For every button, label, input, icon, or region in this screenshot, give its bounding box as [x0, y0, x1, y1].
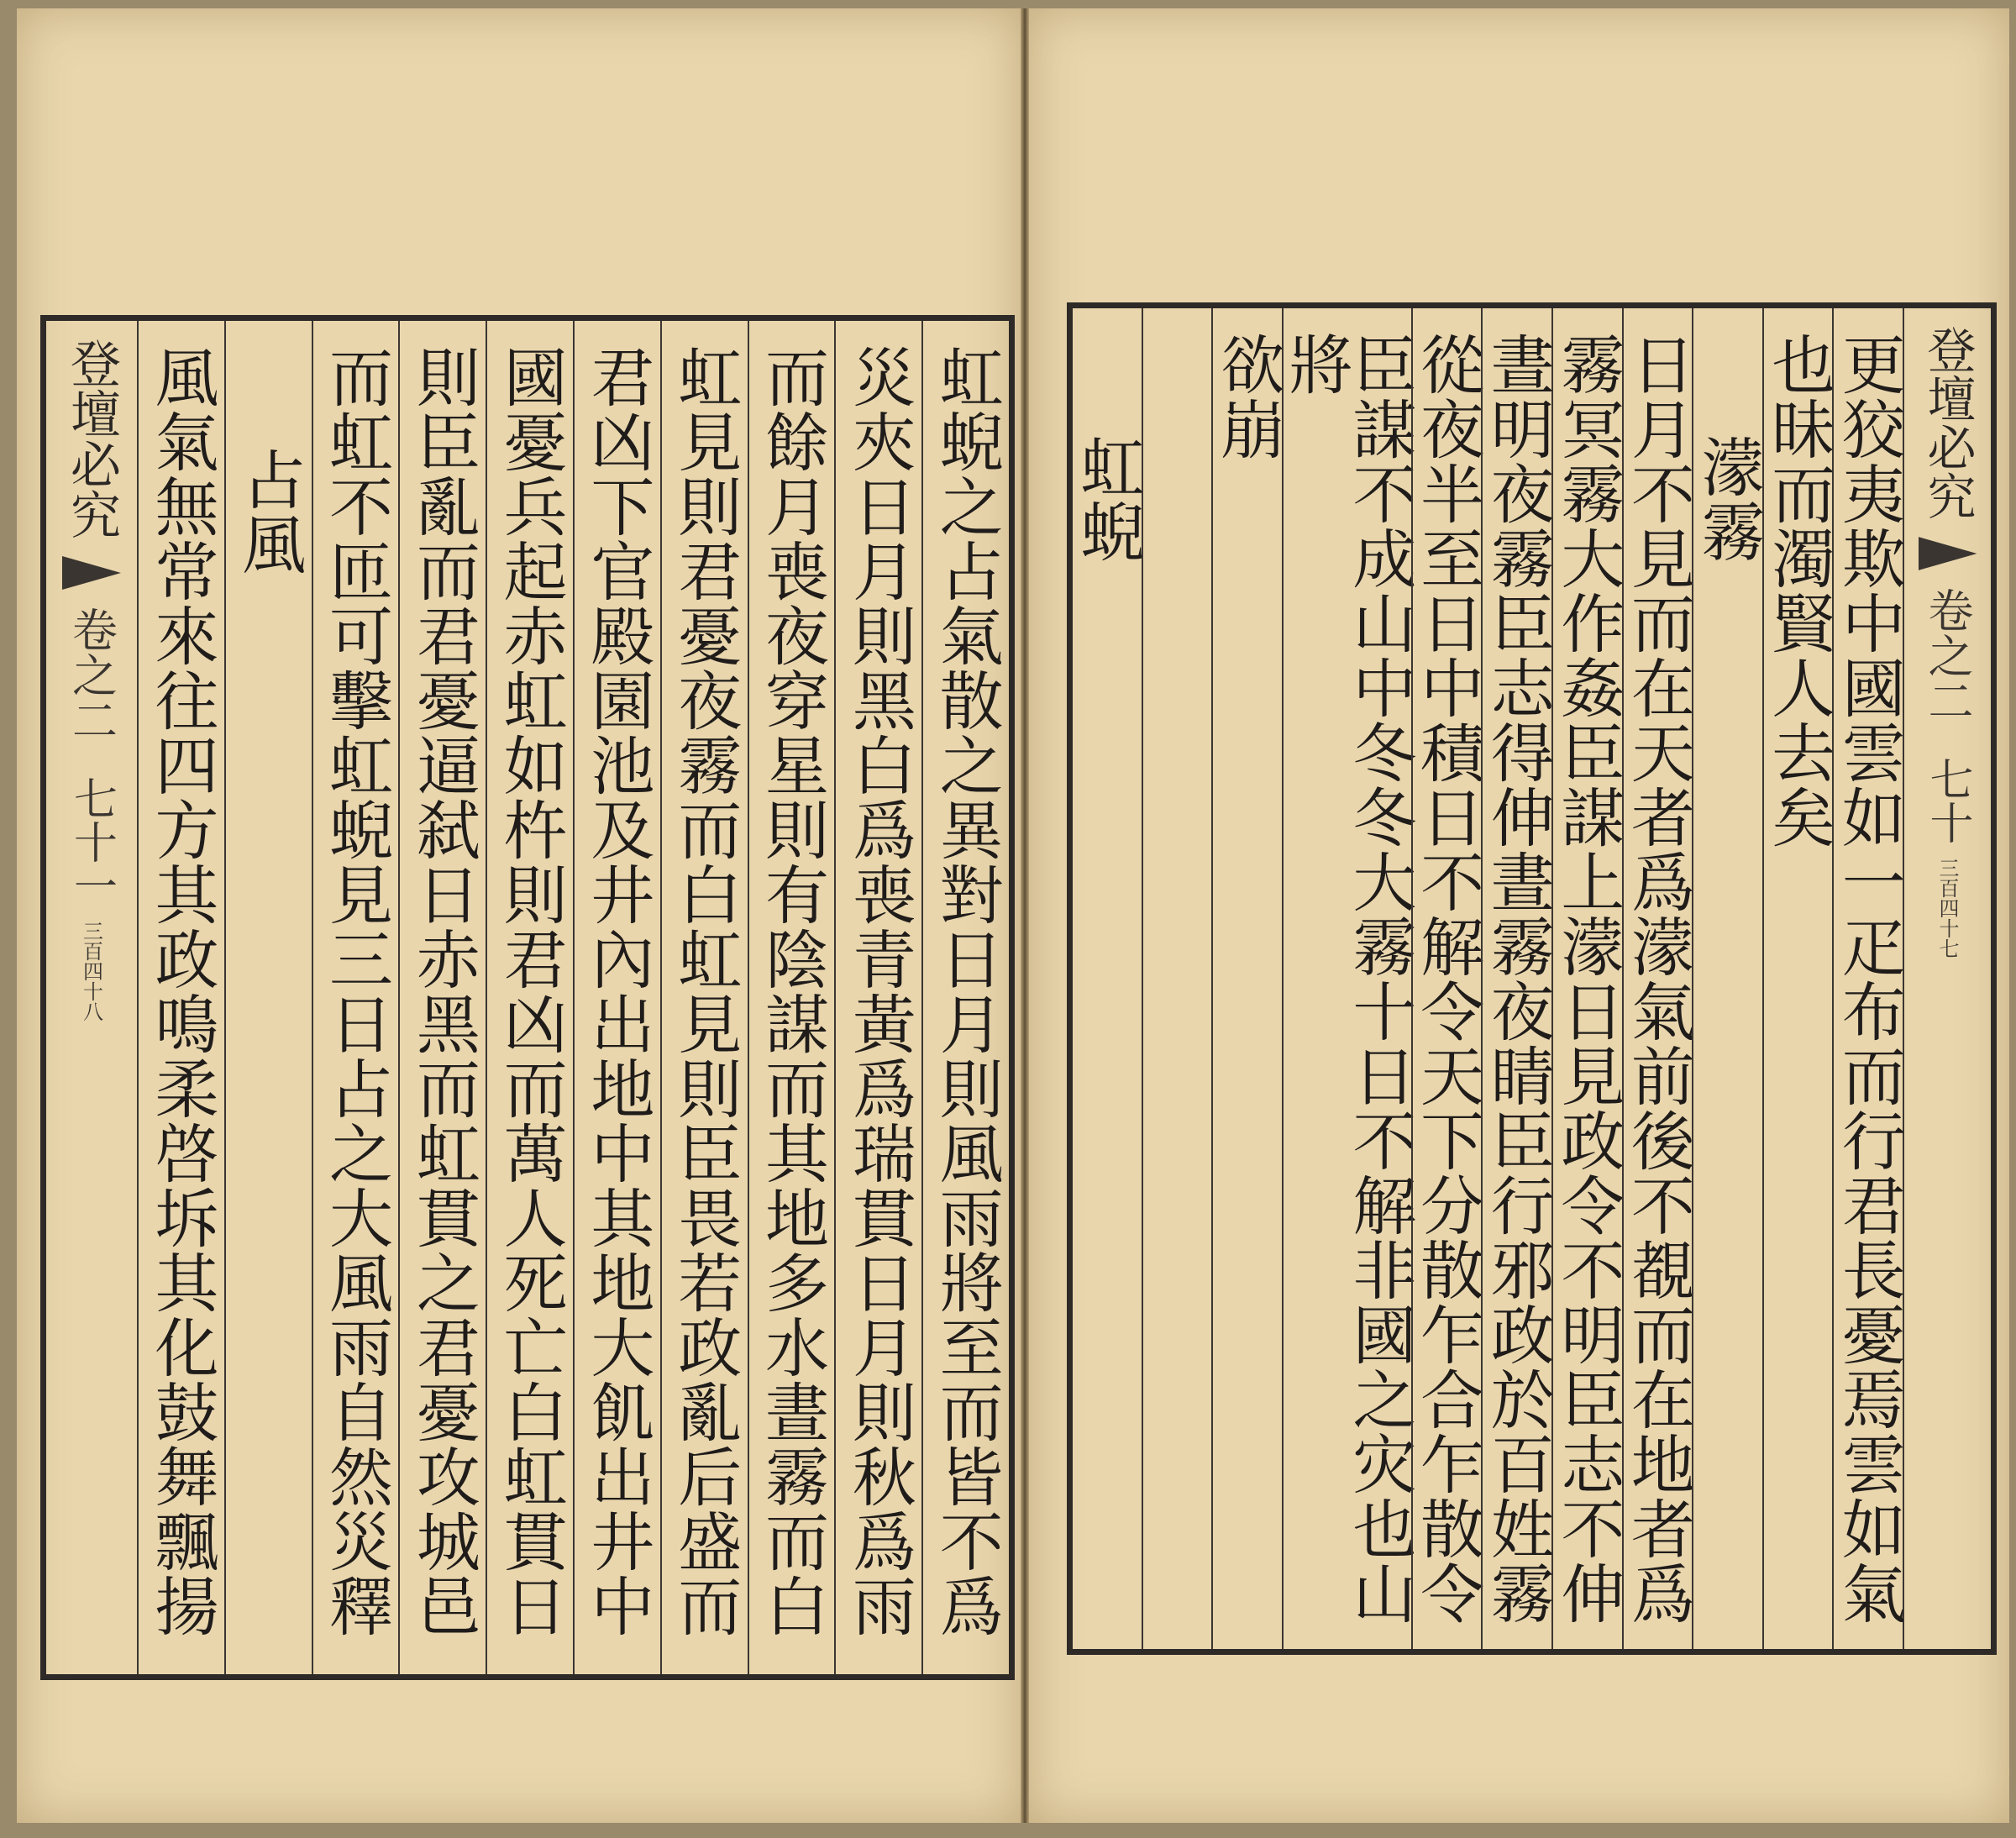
- section-heading: 濛霧: [1692, 308, 1762, 1649]
- right-page: [1029, 8, 2009, 1823]
- left-page-frame: [40, 315, 1015, 1680]
- right-page-banner: [1903, 308, 1991, 1649]
- text-column: 也昧而濁賢人去矣: [1762, 308, 1833, 1649]
- text-column: 欲崩: [1211, 308, 1282, 1649]
- text-column: 則臣亂而君憂逼弑日赤黑而虹貫之君憂攻城邑: [398, 321, 486, 1674]
- left-banner-folio: 七十一: [66, 776, 117, 907]
- text-column: 國憂兵起赤虹如杵則君凶而萬人死亡白虹貫日: [486, 321, 573, 1674]
- text-column: 而虹不匝可擊虹蜺見三日占之大風雨自然災釋: [312, 321, 399, 1674]
- left-text-columns: [139, 321, 1009, 1674]
- right-banner-juan: 卷之二: [1921, 587, 1974, 723]
- left-page-banner: [46, 321, 139, 1674]
- text-column: 災夾日月則黑白爲喪青黃爲瑞貫日月則秋爲雨: [834, 321, 921, 1674]
- right-banner-count: 三百四十七: [1935, 858, 1959, 958]
- text-column: 而餘月喪夜穿星則有陰謀而其地多水晝霧而白: [748, 321, 835, 1674]
- left-page: [17, 8, 1021, 1823]
- section-heading: 虹蜺: [1069, 434, 1145, 564]
- empty-column: [1142, 308, 1212, 1649]
- text-column: 日月不見而在天者爲濛氣前後不覩而在地者爲: [1622, 308, 1693, 1649]
- text-column: 君凶下官殿園池及井內出地中其地大飢出井中: [573, 321, 660, 1674]
- text-column: 臣謀不成山中冬冬大霧十日不解非國之灾也山將: [1282, 308, 1411, 1649]
- text-column: 虹見則君憂夜霧而白虹見則臣畏若政亂后盛而: [660, 321, 748, 1674]
- section-heading: 占風: [224, 321, 312, 1674]
- text-column: 霧冥霧大作姦臣謀上濛日見政令不明臣志不伸: [1551, 308, 1622, 1649]
- fish-tail-mark-icon: [1919, 537, 1977, 570]
- left-banner-juan: 卷之二: [65, 607, 118, 743]
- fish-tail-mark-icon: [62, 556, 121, 590]
- book-spread: [17, 8, 2009, 1823]
- text-column: 晝明夜霧臣志得伸晝霧夜睛臣行邪政於百姓霧: [1481, 308, 1551, 1649]
- text-column: 虹蜺之占氣散之異對日月則風雨將至而皆不爲: [921, 321, 1009, 1674]
- right-banner-folio: 七十: [1922, 757, 1972, 844]
- right-banner-title: 登壇必究: [1919, 325, 1977, 520]
- right-text-columns: [1069, 308, 1907, 1649]
- text-column: 風氣無常來往四方其政鳴柔啓坼其化鼓舞飄揚: [144, 344, 219, 1638]
- text-column: 更狡夷欺中國雲如一疋布而行君長憂焉雲如氣: [1832, 308, 1903, 1649]
- left-banner-title: 登壇必究: [62, 338, 121, 539]
- left-banner-count: 三百四十八: [79, 921, 103, 1021]
- right-page-frame: [1067, 302, 1997, 1655]
- book-gutter: [1021, 8, 1029, 1823]
- text-column: 從夜半至日中積日不解令天下分散乍合乍散令: [1411, 308, 1482, 1649]
